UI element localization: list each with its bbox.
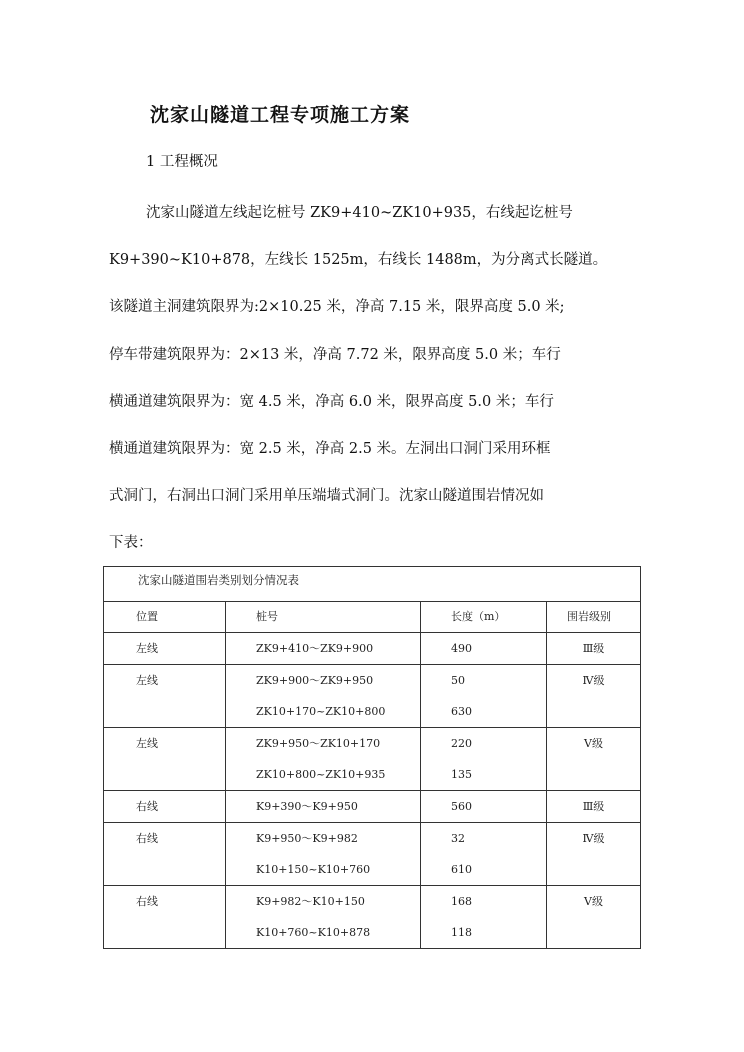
- cell-position: [104, 728, 226, 791]
- table-row: [104, 823, 641, 886]
- length-text: 118: [451, 926, 472, 939]
- length-text: 220: [451, 737, 472, 750]
- cell-position: [104, 886, 226, 949]
- overview-paragraph: [109, 190, 644, 568]
- cell-grade: [547, 823, 641, 886]
- rock-classification-table: [103, 566, 641, 949]
- cell-grade: [547, 633, 641, 665]
- paragraph-line: 横通道建筑限界为：宽 4.5 米，净高 6.0 米，限界高度 5.0 米；车行: [109, 393, 554, 410]
- header-position: 位置: [104, 602, 226, 633]
- position-text: 左线: [136, 674, 158, 687]
- section-heading: 1 工程概况: [146, 154, 218, 170]
- cell-station: [226, 633, 421, 665]
- cell-length: [421, 886, 547, 949]
- cell-station: [226, 728, 421, 791]
- cell-grade: [547, 665, 641, 728]
- cell-length: [421, 728, 547, 791]
- grade-text: Ⅴ级: [584, 895, 603, 908]
- grade-text: Ⅴ级: [584, 737, 603, 750]
- table-row: [104, 728, 641, 791]
- station-text: K9+390～K9+950: [256, 800, 358, 813]
- length-text: 32: [451, 832, 465, 845]
- station-text: ZK10+800~ZK10+935: [256, 768, 386, 781]
- cell-position: [104, 791, 226, 823]
- table-row: [104, 791, 641, 823]
- document-title: 沈家山隧道工程专项施工方案: [150, 104, 411, 126]
- length-text: 610: [451, 863, 472, 876]
- table-caption: 沈家山隧道围岩类别划分情况表: [104, 567, 641, 602]
- position-text: 右线: [136, 832, 158, 845]
- cell-position: [104, 633, 226, 665]
- table-header-row: [104, 602, 641, 633]
- cell-length: [421, 633, 547, 665]
- length-text: 490: [451, 642, 472, 655]
- length-text: 630: [451, 705, 472, 718]
- grade-text: Ⅲ级: [582, 800, 605, 813]
- cell-station: [226, 886, 421, 949]
- station-text: ZK9+950～ZK10+170: [256, 737, 381, 750]
- position-text: 右线: [136, 895, 158, 908]
- cell-position: [104, 823, 226, 886]
- cell-grade: [547, 791, 641, 823]
- station-text: K9+950～K9+982: [256, 832, 358, 845]
- cell-station: [226, 791, 421, 823]
- cell-length: [421, 665, 547, 728]
- header-grade: 围岩级别: [547, 602, 641, 633]
- station-text: ZK10+170~ZK10+800: [256, 705, 386, 718]
- header-length: 长度（m）: [421, 602, 547, 633]
- station-text: K10+760~K10+878: [256, 926, 371, 939]
- cell-length: [421, 791, 547, 823]
- table-row: [104, 633, 641, 665]
- cell-length: [421, 823, 547, 886]
- paragraph-line: 沈家山隧道左线起讫桩号 ZK9+410~ZK10+935，右线起讫桩号: [146, 205, 573, 221]
- station-text: ZK9+900～ZK9+950: [256, 674, 374, 687]
- paragraph-line: 横通道建筑限界为：宽 2.5 米，净高 2.5 米。左洞出口洞门采用环框: [109, 440, 551, 457]
- position-text: 右线: [136, 800, 158, 813]
- paragraph-line: 停车带建筑限界为：2×13 米，净高 7.72 米，限界高度 5.0 米；车行: [109, 346, 561, 363]
- length-text: 560: [451, 800, 472, 813]
- table-caption-row: [104, 567, 641, 602]
- station-text: K9+982～K10+150: [256, 895, 365, 908]
- length-text: 50: [451, 674, 465, 687]
- grade-text: Ⅳ级: [582, 832, 605, 845]
- length-text: 168: [451, 895, 472, 908]
- cell-position: [104, 665, 226, 728]
- station-text: ZK9+410～ZK9+900: [256, 642, 374, 655]
- position-text: 左线: [136, 642, 158, 655]
- header-station: 桩号: [226, 602, 421, 633]
- cell-station: [226, 665, 421, 728]
- length-text: 135: [451, 768, 472, 781]
- station-text: K10+150~K10+760: [256, 863, 371, 876]
- cell-grade: [547, 886, 641, 949]
- grade-text: Ⅳ级: [582, 674, 605, 687]
- grade-text: Ⅲ级: [582, 642, 605, 655]
- cell-grade: [547, 728, 641, 791]
- paragraph-line: 该隧道主洞建筑限界为:2×10.25 米，净高 7.15 米，限界高度 5.0 米;: [109, 299, 565, 316]
- table-row: [104, 886, 641, 949]
- paragraph-line: K9+390~K10+878，左线长 1525m，右线长 1488m，为分离式长隧道。: [109, 252, 608, 269]
- paragraph-line: 下表：: [109, 535, 153, 552]
- cell-station: [226, 823, 421, 886]
- position-text: 左线: [136, 737, 158, 750]
- table-row: [104, 665, 641, 728]
- paragraph-line: 式洞门，右洞出口洞门采用单压端墙式洞门。沈家山隧道围岩情况如: [109, 488, 544, 505]
